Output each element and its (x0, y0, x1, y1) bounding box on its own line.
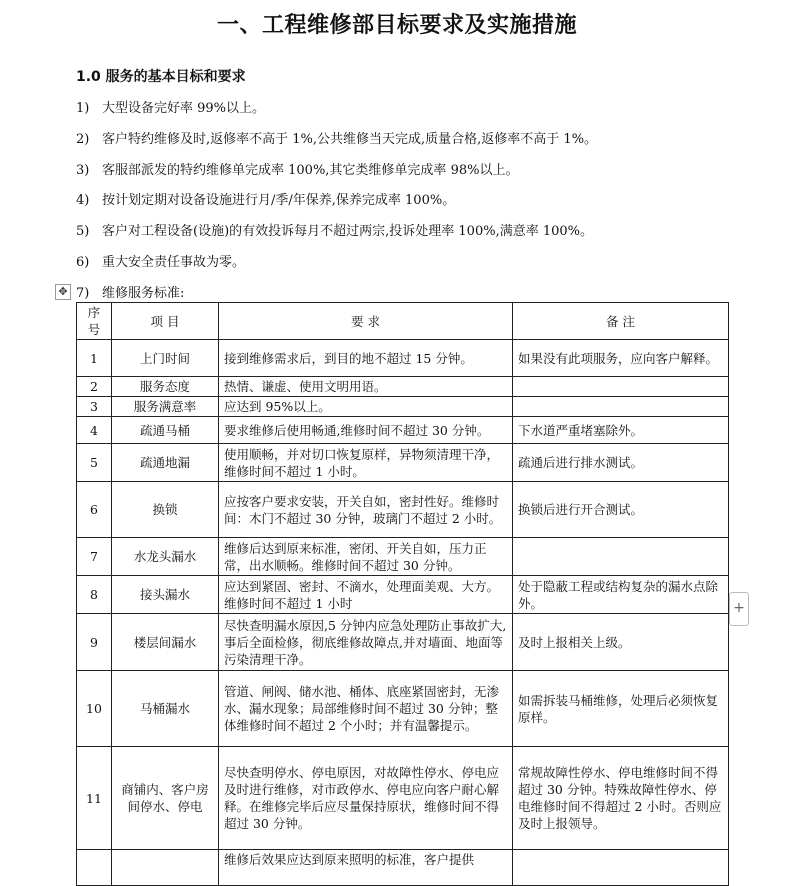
table-row: 8 接头漏水 应达到紧固、密封、不滴水，处理面美观、大方。维修时间不超过 1 小时 处于隐蔽工程或结构复杂的漏水点除外。 (77, 576, 729, 614)
table-row: 7 水龙头漏水 维修后达到原来标准，密闭、开关自如，压力正常，出水顺畅。维修时间不超过 30 分钟。 (77, 538, 729, 576)
section-heading: 1.0 服务的基本目标和要求 (76, 69, 246, 85)
goal-item: 6) 重大安全责任事故为零。 (76, 255, 246, 270)
add-column-plus-icon[interactable]: + (729, 592, 749, 626)
table-row: 3 服务满意率 应达到 95%以上。 (77, 397, 729, 417)
header-req: 要 求 (219, 303, 513, 340)
goal-item: 1) 大型设备完好率 99%以上。 (76, 101, 266, 116)
goal-item: 3) 客服部派发的特约维修单完成率 100%,其它类维修单完成率 98%以上。 (76, 163, 519, 178)
service-standard-table (76, 302, 729, 886)
goal-item: 5) 客户对工程设备(设施)的有效投诉每月不超过两宗,投诉处理率 100%,满意率 100%。 (76, 224, 594, 239)
table-row: 2 服务态度 热情、谦虚、使用文明用语。 (77, 377, 729, 397)
table-row: 维修后效果应达到原来照明的标准，客户提供 (77, 850, 729, 886)
table-row: 10 马桶漏水 管道、闸阀、储水池、桶体、底座紧固密封，无渗水、漏水现象；局部维修时间不超过 30 分钟；整体维修时间不超过 2 个小时；并有温馨提示。 如需拆装马桶维修，处理后必须恢复原样。 (77, 671, 729, 747)
goal-item: 2) 客户特约维修及时,返修率不高于 1%,公共维修当天完成,质量合格,返修率不高于 1%。 (76, 132, 598, 147)
table-header-row (77, 303, 729, 340)
table-move-handle-icon[interactable]: ✥ (55, 284, 71, 300)
header-item: 项 目 (112, 303, 219, 340)
document-title: 一、工程维修部目标要求及实施措施 (216, 13, 577, 38)
table-row: 9 楼层间漏水 尽快查明漏水原因,5 分钟内应急处理防止事故扩大,事后全面检修，彻底维修故障点,并对墙面、地面等污染清理干净。 及时上报相关上级。 (77, 614, 729, 671)
goal-item: 4) 按计划定期对设备设施进行月/季/年保养,保养完成率 100%。 (76, 193, 456, 208)
table-row: 6 换锁 应按客户要求安装，开关自如，密封性好。维修时间：木门不超过 30 分钟，玻璃门不超过 2 小时。 换锁后进行开合测试。 (77, 482, 729, 538)
table-row: 1 上门时间 接到维修需求后，到目的地不超过 15 分钟。 如果没有此项服务，应向客户解释。 (77, 340, 729, 377)
header-no: 序号 (77, 303, 112, 340)
header-note: 备 注 (513, 303, 729, 340)
goal-item: 7) 维修服务标准: (76, 286, 185, 301)
table-row: 5 疏通地漏 使用顺畅，并对切口恢复原样，异物须清理干净，维修时间不超过 1 小时。 疏通后进行排水测试。 (77, 444, 729, 482)
table-row: 4 疏通马桶 要求维修后使用畅通,维修时间不超过 30 分钟。 下水道严重堵塞除外。 (77, 417, 729, 444)
table-row: 11 商铺内、客户房间停水、停电 尽快查明停水、停电原因，对故障性停水、停电应及时进行维修，对市政停水、停电应向客户耐心解释。在维修完毕后应尽量保持原状，维修时间不得超过 30 分钟。 常规故障性停水、停电维修时间不得超过 30 分钟。特殊故障性停水、停电维修时间不得超过 2 小时。否则应及时上报领导。 (77, 747, 729, 850)
